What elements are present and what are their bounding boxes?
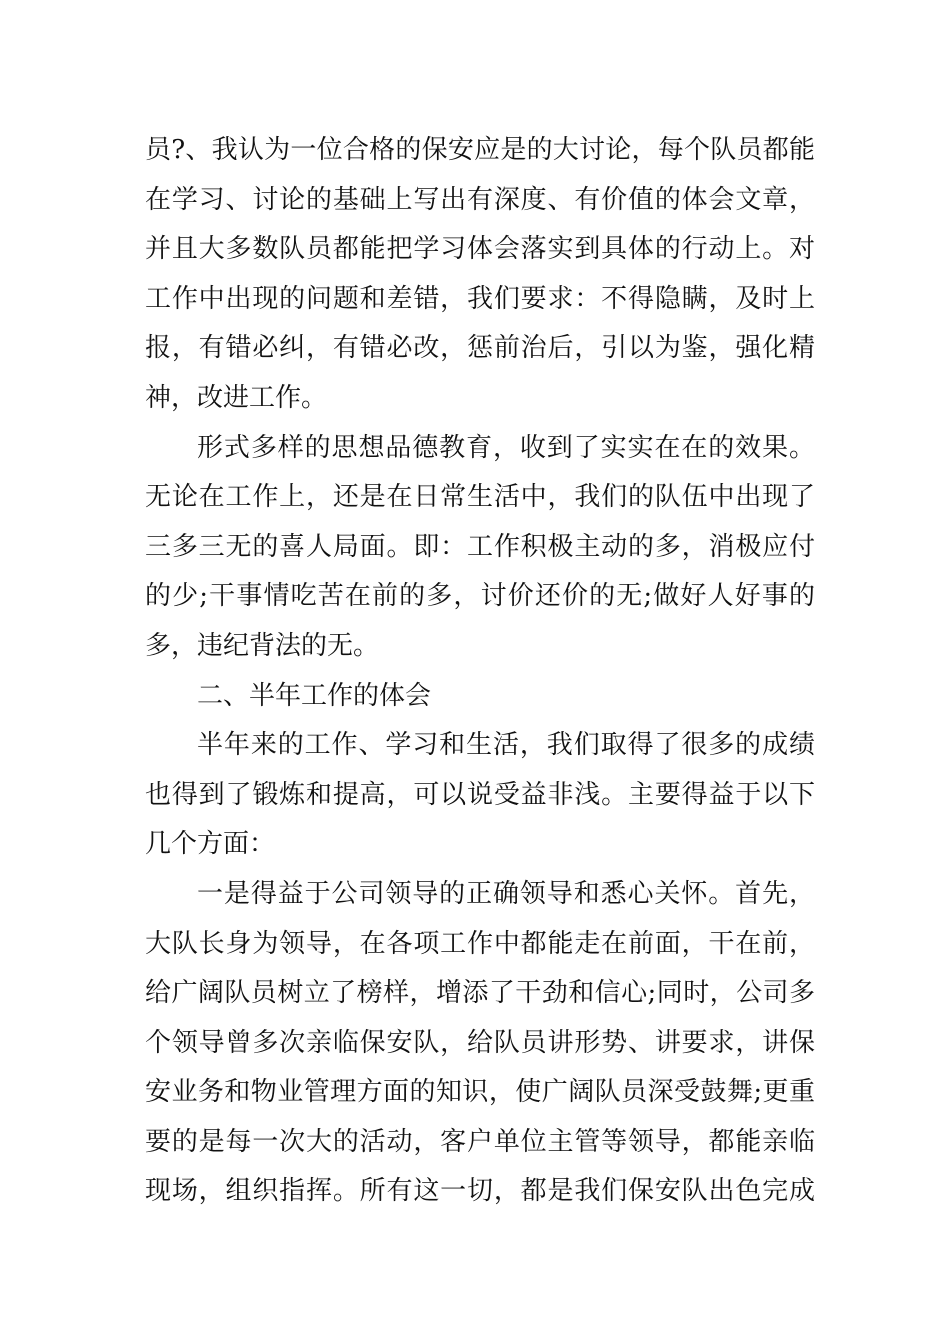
text-line: 神，改进工作。	[145, 382, 328, 413]
text-line: 也得到了锻炼和提高，可以说受益非浅。主要得益于以下	[145, 779, 815, 810]
text-line: 员?、我认为一位合格的保安应是的大讨论，每个队员都能	[145, 135, 815, 165]
text-line: 多，违纪背法的无。	[145, 630, 380, 661]
text-line: 无论在工作上，还是在日常生活中，我们的队伍中出现了	[145, 482, 815, 513]
text-line: 形式多样的思想品德教育，收到了实实在在的效果。	[197, 432, 815, 463]
text-line: 在学习、讨论的基础上写出有深度、有价值的体会文章，	[145, 184, 815, 215]
text-line: 一是得益于公司领导的正确领导和悉心关怀。首先，	[197, 878, 815, 909]
text-line: 个领导曾多次亲临保安队，给队员讲形势、讲要求，讲保	[145, 1027, 815, 1058]
text-line: 报，有错必纠，有错必改，惩前治后，引以为鉴，强化精	[145, 333, 815, 364]
text-line: 大队长身为领导，在各项工作中都能走在前面，干在前，	[145, 928, 815, 959]
text-line: 几个方面：	[145, 829, 276, 860]
text-line: 的少;干事情吃苦在前的多，讨价还价的无;做好人好事的	[145, 581, 815, 612]
text-line: 工作中出现的问题和差错，我们要求：不得隐瞒，及时上	[145, 283, 815, 314]
section-heading: 二、半年工作的体会	[197, 680, 432, 711]
text-line: 三多三无的喜人局面。即：工作积极主动的多，消极应付	[145, 531, 815, 562]
text-line: 给广阔队员树立了榜样，增添了干劲和信心;同时，公司多	[145, 978, 815, 1009]
text-line: 现场，组织指挥。所有这一切，都是我们保安队出色完成	[145, 1176, 815, 1207]
text-line: 并且大多数队员都能把学习体会落实到具体的行动上。对	[145, 234, 815, 265]
text-line: 安业务和物业管理方面的知识，使广阔队员深受鼓舞;更重	[145, 1077, 815, 1108]
text-line: 要的是每一次大的活动，客户单位主管等领导，都能亲临	[145, 1126, 815, 1157]
body-text	[145, 126, 815, 1217]
text-line: 半年来的工作、学习和生活，我们取得了很多的成绩	[197, 730, 815, 761]
